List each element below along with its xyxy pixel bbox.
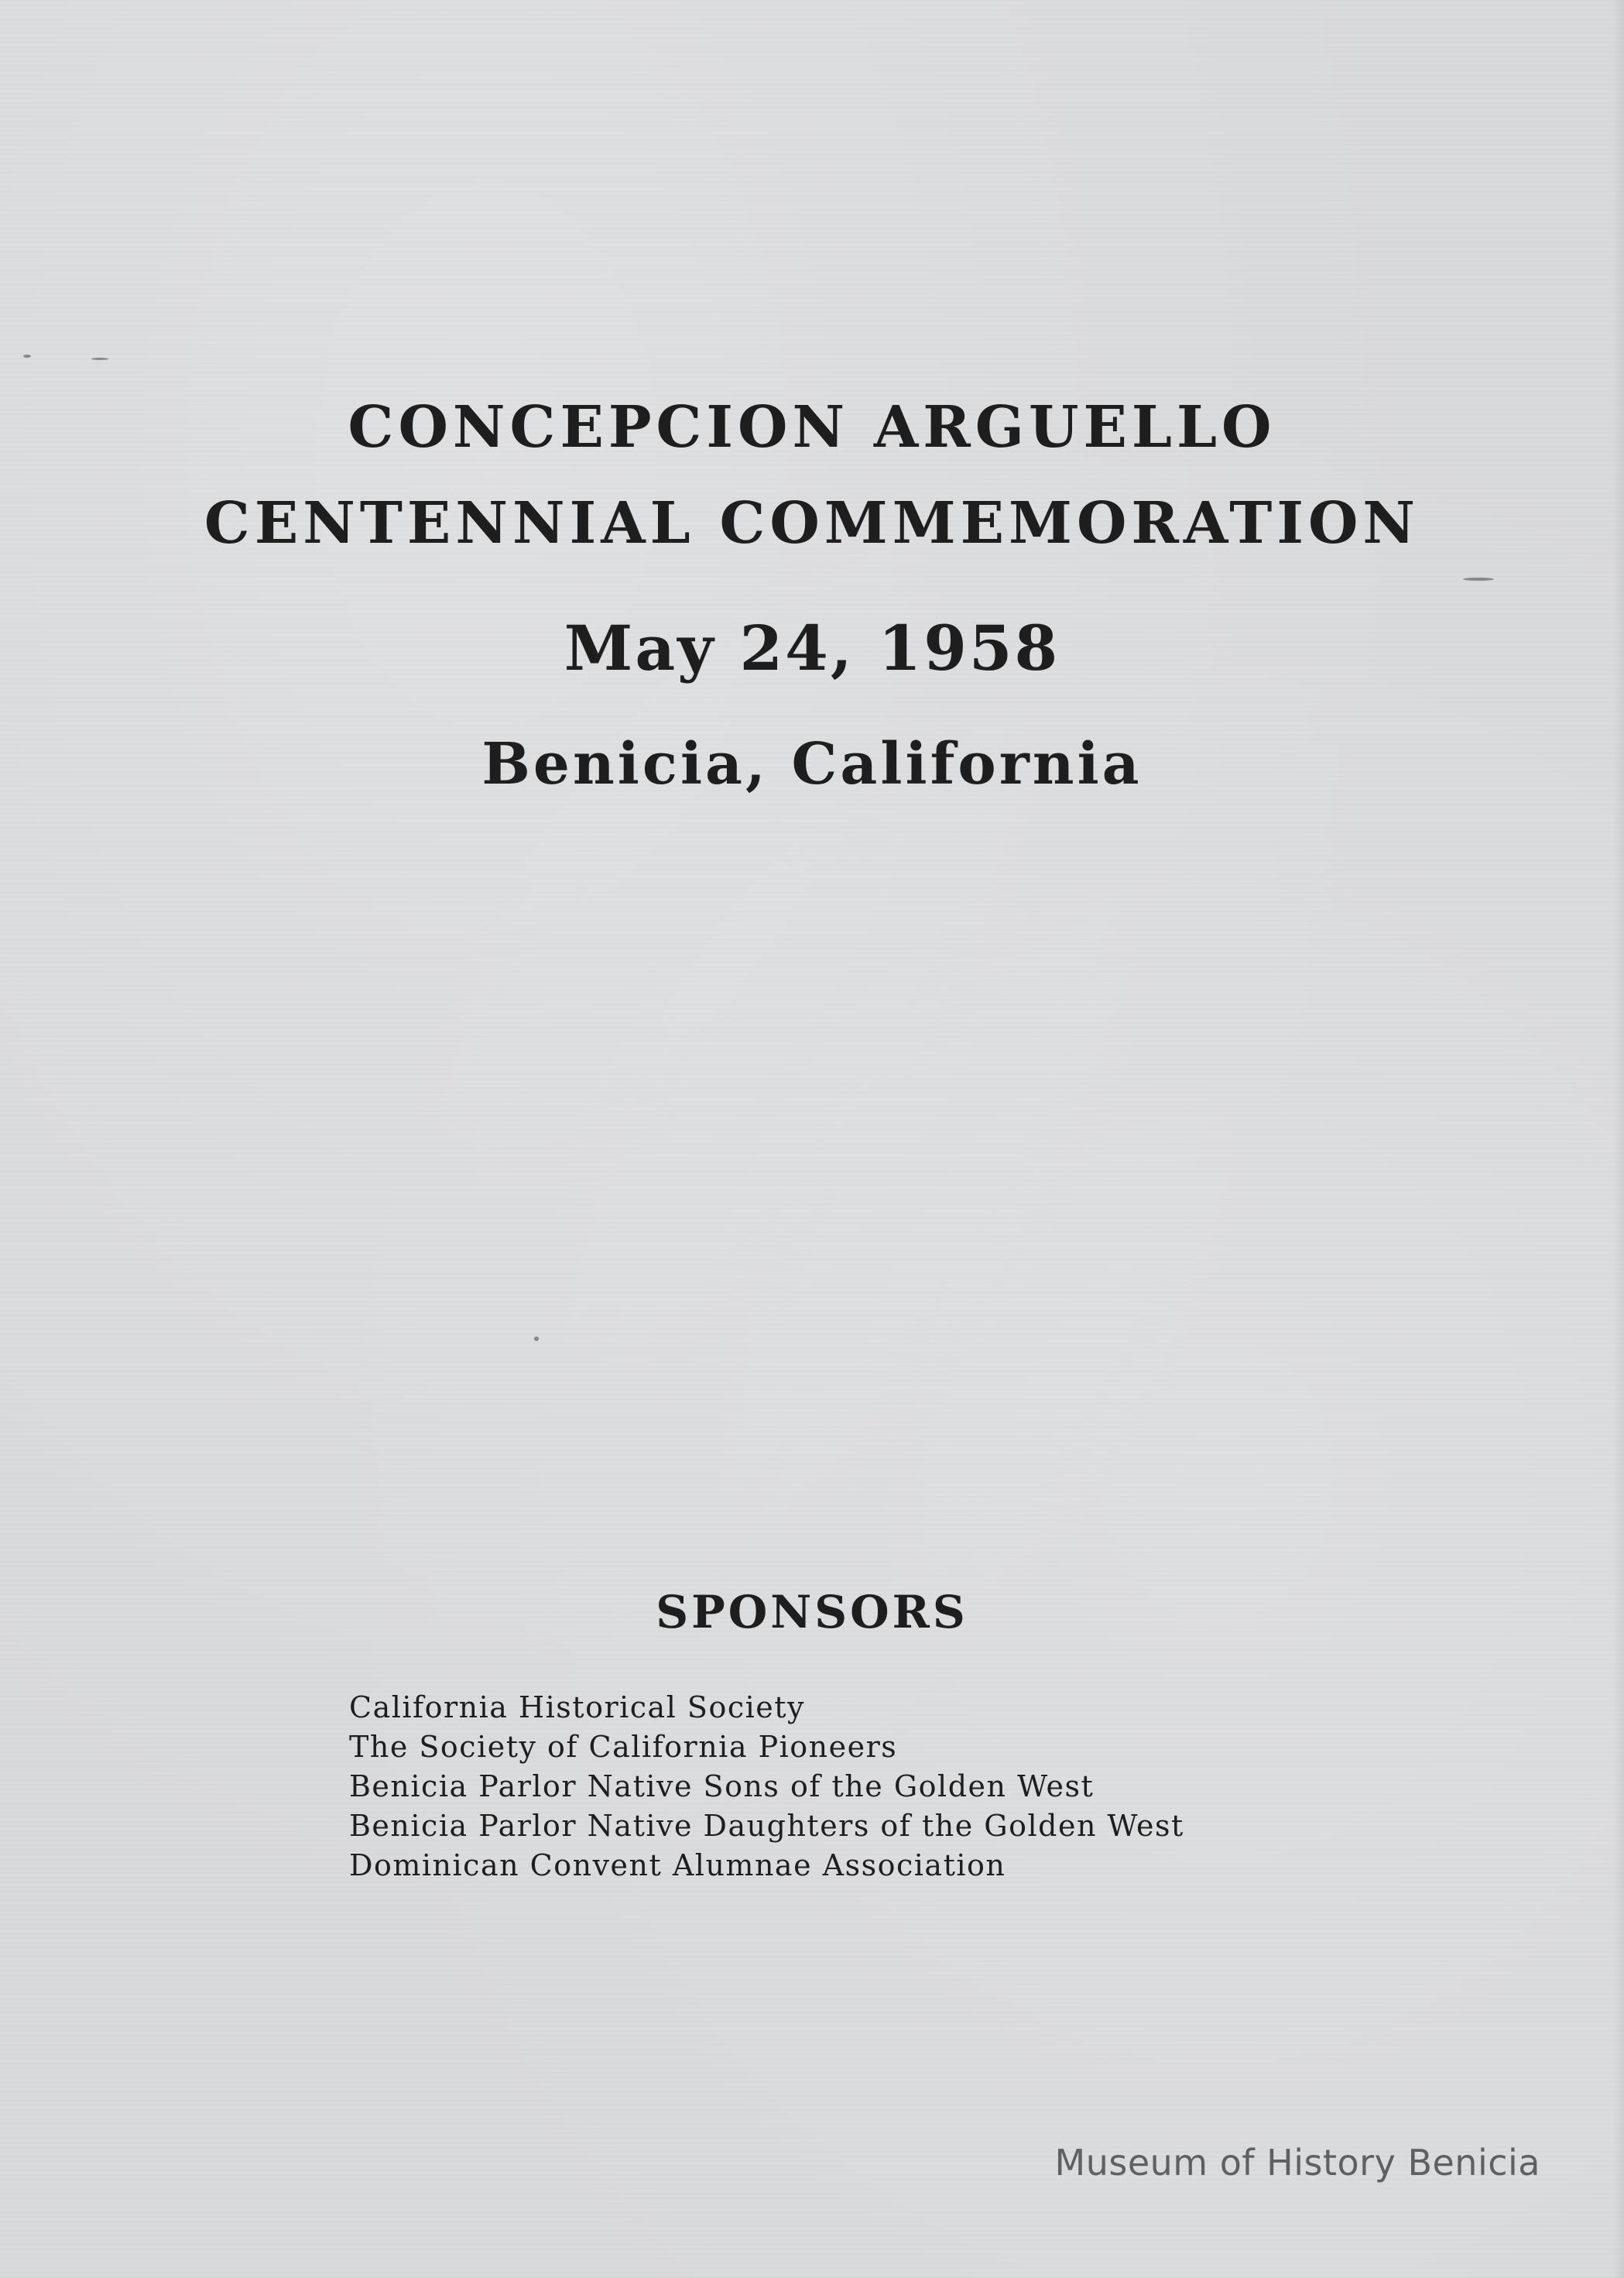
museum-watermark: Museum of History Benicia — [1054, 2142, 1540, 2184]
paper-edge-shadow — [1613, 0, 1624, 2278]
title-block — [0, 379, 1624, 815]
paper-speck — [91, 358, 108, 360]
sponsor-item: California Historical Society — [349, 1690, 806, 1724]
title-line-2: CENTENNIAL COMMEMORATION — [204, 490, 1420, 557]
event-place: Benicia, California — [481, 731, 1143, 798]
sponsor-item: Dominican Convent Alumnae Association — [349, 1848, 1006, 1882]
sponsor-item: The Society of California Pioneers — [349, 1730, 898, 1764]
sponsors-heading: SPONSORS — [656, 1586, 968, 1638]
sponsors-list — [349, 1688, 1184, 1885]
paper-speck — [23, 355, 31, 358]
paper-speck — [534, 1336, 539, 1341]
title-line-1: CONCEPCION ARGUELLO — [348, 394, 1276, 461]
event-date: May 24, 1958 — [564, 612, 1060, 684]
sponsor-item: Benicia Parlor Native Daughters of the Golden West — [349, 1809, 1184, 1843]
sponsor-item: Benicia Parlor Native Sons of the Golden West — [349, 1769, 1095, 1803]
